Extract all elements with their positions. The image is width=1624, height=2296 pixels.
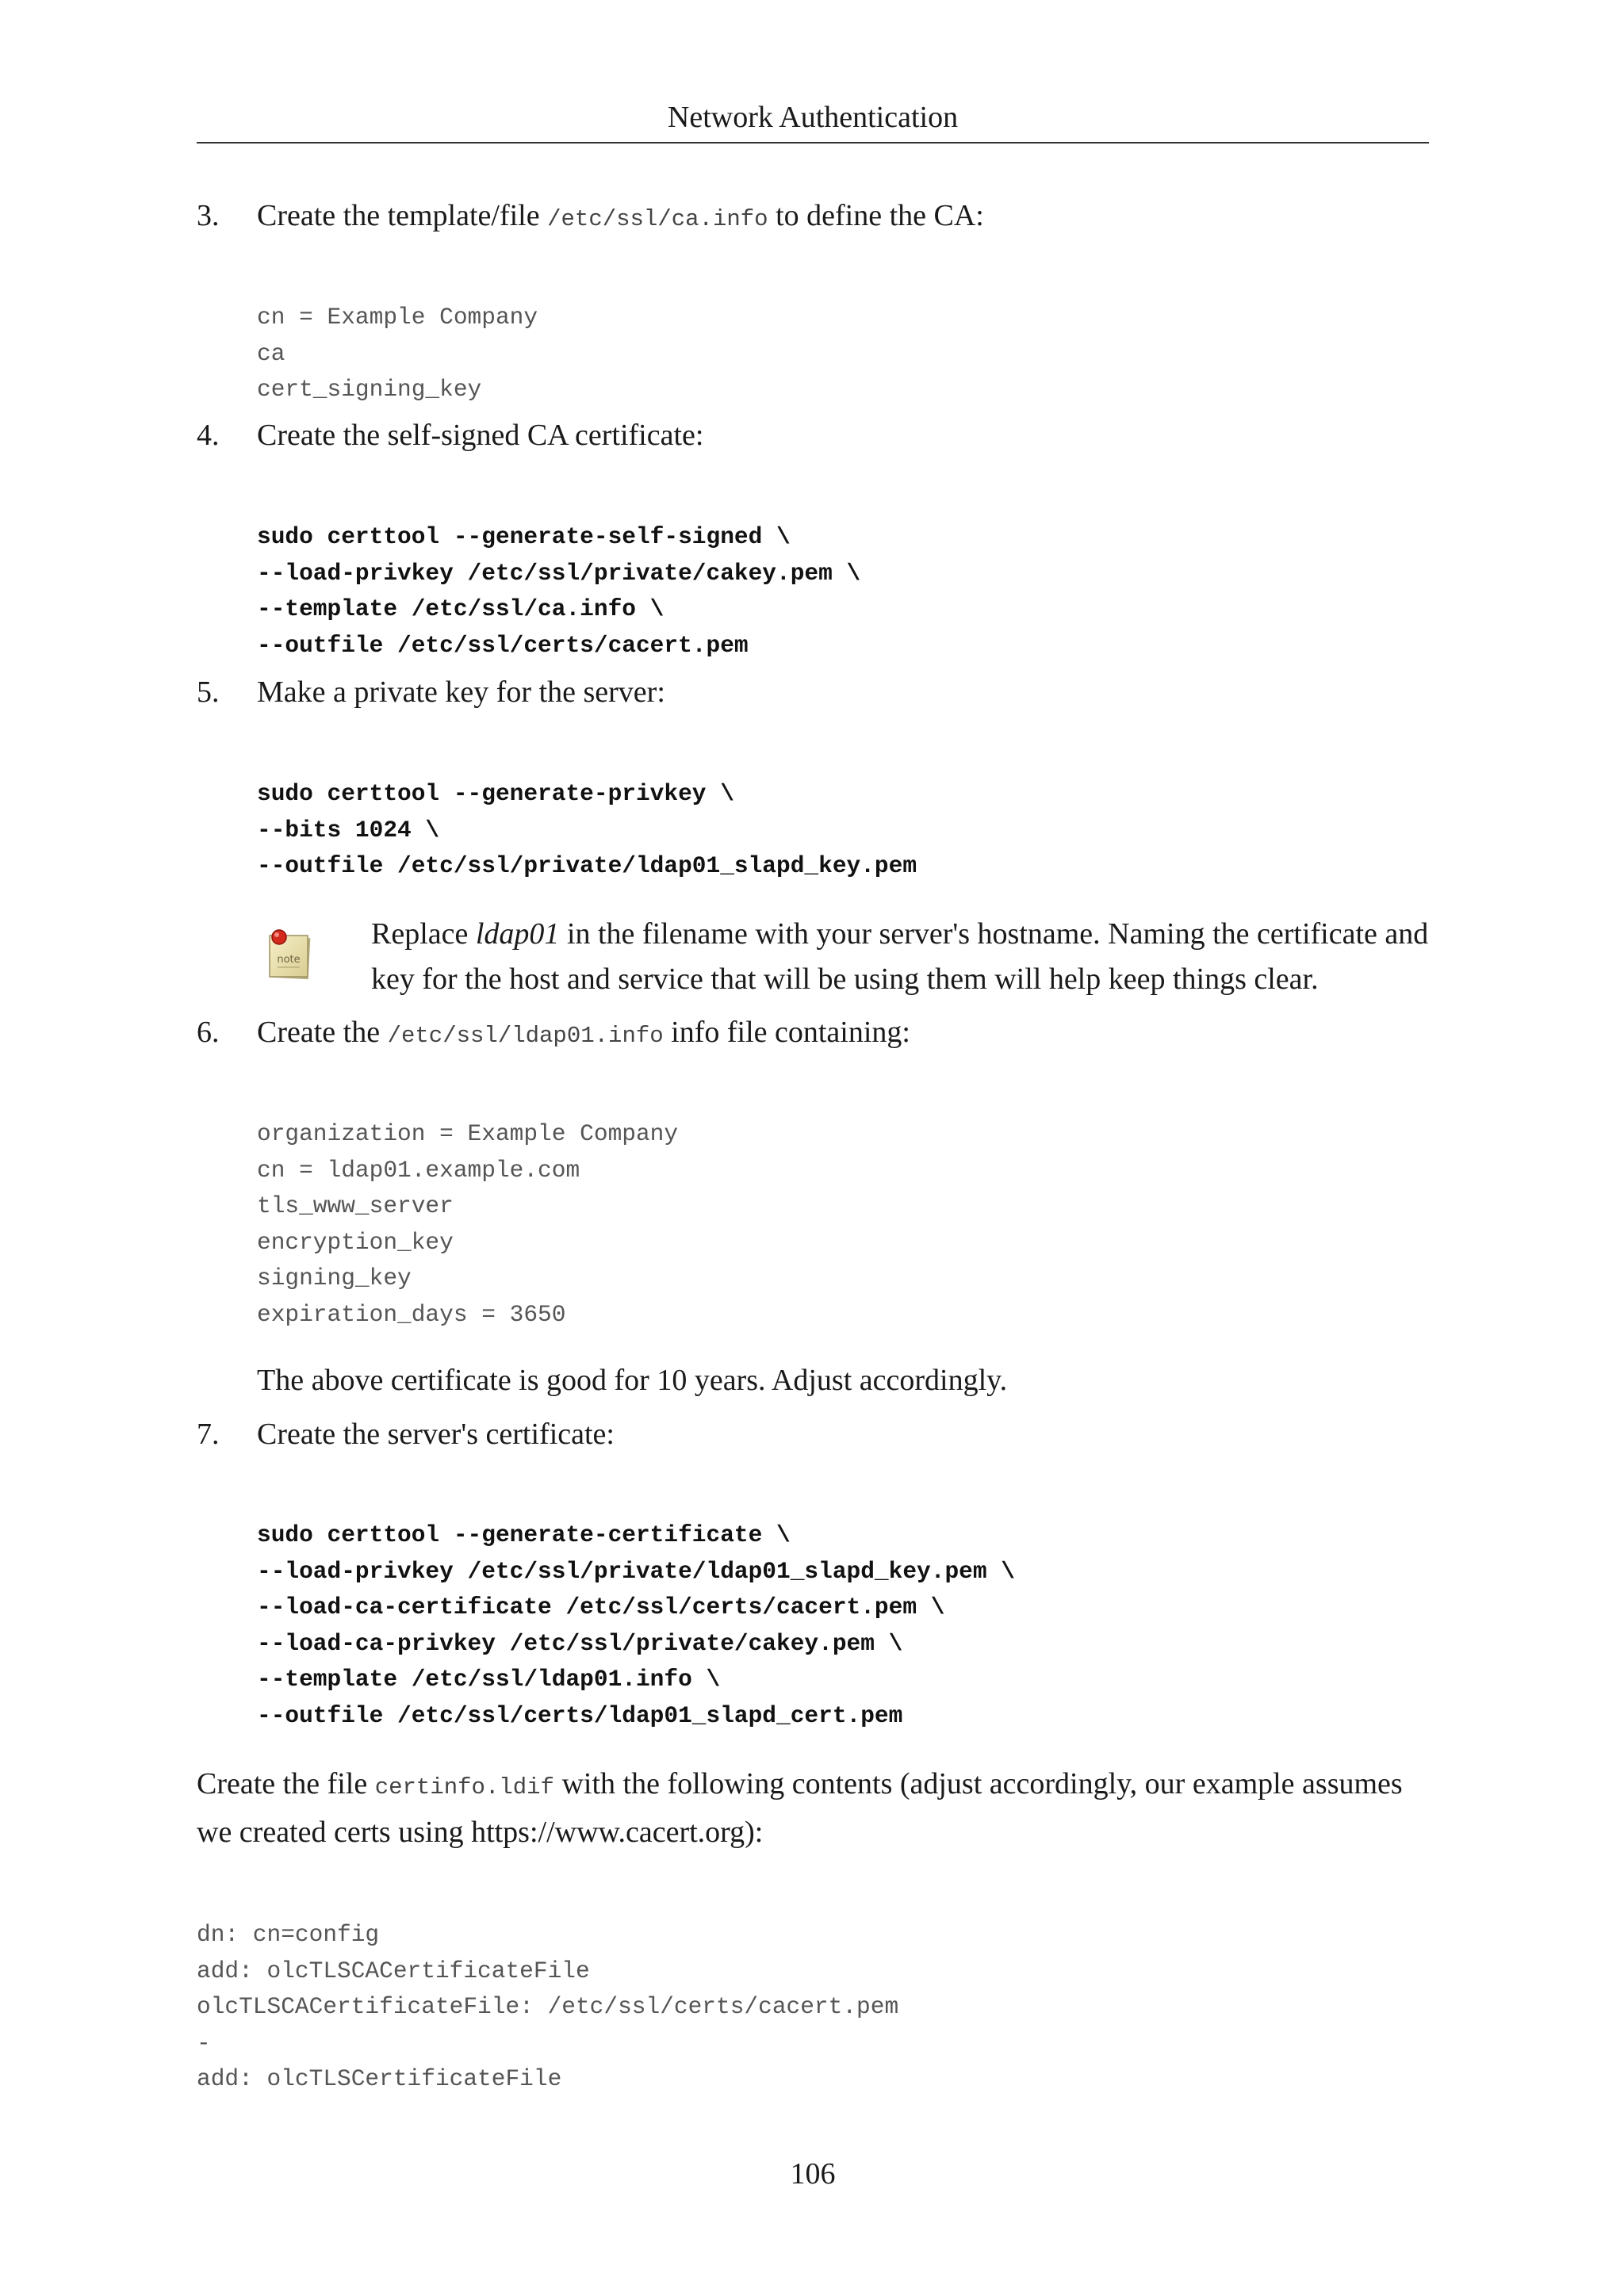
step-6-text-after: info file containing: <box>663 1016 910 1049</box>
code-line: add: olcTLSCACertificateFile <box>197 1957 590 1984</box>
code-line: dn: cn=config <box>197 1921 380 1948</box>
code-line: --template /etc/ssl/ldap01.info \ <box>257 1666 721 1693</box>
note-text <box>371 912 1434 1002</box>
step-6-text <box>257 1010 910 1058</box>
step-4-number: 4. <box>197 419 220 452</box>
code-line: - <box>197 2029 211 2057</box>
step-3-text <box>257 193 984 242</box>
certinfo-paragraph <box>197 1762 1434 1855</box>
code-line: --load-ca-certificate /etc/ssl/certs/cacert.pem \ <box>257 1594 945 1621</box>
code-line: --outfile /etc/ssl/certs/ldap01_slapd_cert.pem <box>257 1701 903 1729</box>
code-line: --bits 1024 \ <box>257 816 440 844</box>
certinfo-code-block <box>197 1917 898 2098</box>
note-text-before: Replace <box>371 917 476 951</box>
step-5-code-block <box>257 776 917 885</box>
certinfo-filename: certinfo.ldif <box>374 1774 554 1800</box>
code-line: cn = Example Company <box>257 304 538 331</box>
step-7-number: 7. <box>197 1418 220 1451</box>
step-4-text: Create the self-signed CA certificate: <box>257 419 704 452</box>
note-icon <box>266 926 314 982</box>
step-6-path: /etc/ssl/ldap01.info <box>387 1023 664 1049</box>
step-3-code-block <box>257 300 538 408</box>
code-line: --load-privkey /etc/ssl/private/cakey.pem \ <box>257 559 861 587</box>
step-6-text-before: Create the <box>257 1016 388 1049</box>
code-line: cert_signing_key <box>257 376 482 403</box>
code-line: sudo certtool --generate-certificate \ <box>257 1521 791 1548</box>
code-line: --load-privkey /etc/ssl/private/ldap01_slapd_key.pem \ <box>257 1557 1015 1585</box>
step-6-code-block <box>257 1116 678 1333</box>
code-line: sudo certtool --generate-privkey \ <box>257 780 734 807</box>
code-line: tls_www_server <box>257 1192 454 1219</box>
code-line: olcTLSCACertificateFile: /etc/ssl/certs/cacert.pem <box>197 1993 899 2020</box>
code-line: add: olcTLSCertificateFile <box>197 2065 562 2092</box>
code-line: --load-ca-privkey /etc/ssl/private/cakey.pem \ <box>257 1629 903 1657</box>
page-number: 106 <box>790 2157 836 2191</box>
code-line: --outfile /etc/ssl/certs/cacert.pem <box>257 631 749 659</box>
step-3-text-after: to define the CA: <box>768 199 984 232</box>
step-3-path: /etc/ssl/ca.info <box>547 206 768 232</box>
step-4-code-block <box>257 519 860 664</box>
note-emphasis: ldap01 <box>475 917 560 951</box>
certinfo-text-after: with the following contents (adjust accordingly, our example assumes we created certs using https://www.cacert.org): <box>197 1767 1403 1849</box>
step-3-number: 3. <box>197 199 220 232</box>
code-line: cn = ldap01.example.com <box>257 1156 580 1184</box>
step-6-number: 6. <box>197 1016 220 1049</box>
code-line: encryption_key <box>257 1228 454 1256</box>
step-7-text: Create the server's certificate: <box>257 1418 615 1451</box>
code-line: organization = Example Company <box>257 1120 679 1147</box>
certinfo-text-before: Create the file <box>197 1767 375 1800</box>
code-line: expiration_days = 3650 <box>257 1300 566 1328</box>
code-line: sudo certtool --generate-self-signed \ <box>257 523 791 550</box>
header-divider <box>197 142 1429 144</box>
code-line: ca <box>257 339 285 367</box>
code-line: --outfile /etc/ssl/private/ldap01_slapd_key.pem <box>257 852 917 879</box>
code-line: --template /etc/ssl/ca.info \ <box>257 595 665 622</box>
step-7-code-block <box>257 1517 1015 1734</box>
note-text-after: in the filename with your server's hostname. Naming the certificate and key for the host and service that will be using them will help keep things clear. <box>371 917 1429 996</box>
note-icon-label: note <box>277 954 301 966</box>
page-header-title: Network Authentication <box>667 101 959 134</box>
step-3-text-before: Create the template/file <box>257 199 548 232</box>
step-5-text: Make a private key for the server: <box>257 675 665 709</box>
step-5-number: 5. <box>197 675 220 709</box>
step-6-followup: The above certificate is good for 10 years. Adjust accordingly. <box>257 1364 1008 1397</box>
code-line: signing_key <box>257 1265 412 1292</box>
